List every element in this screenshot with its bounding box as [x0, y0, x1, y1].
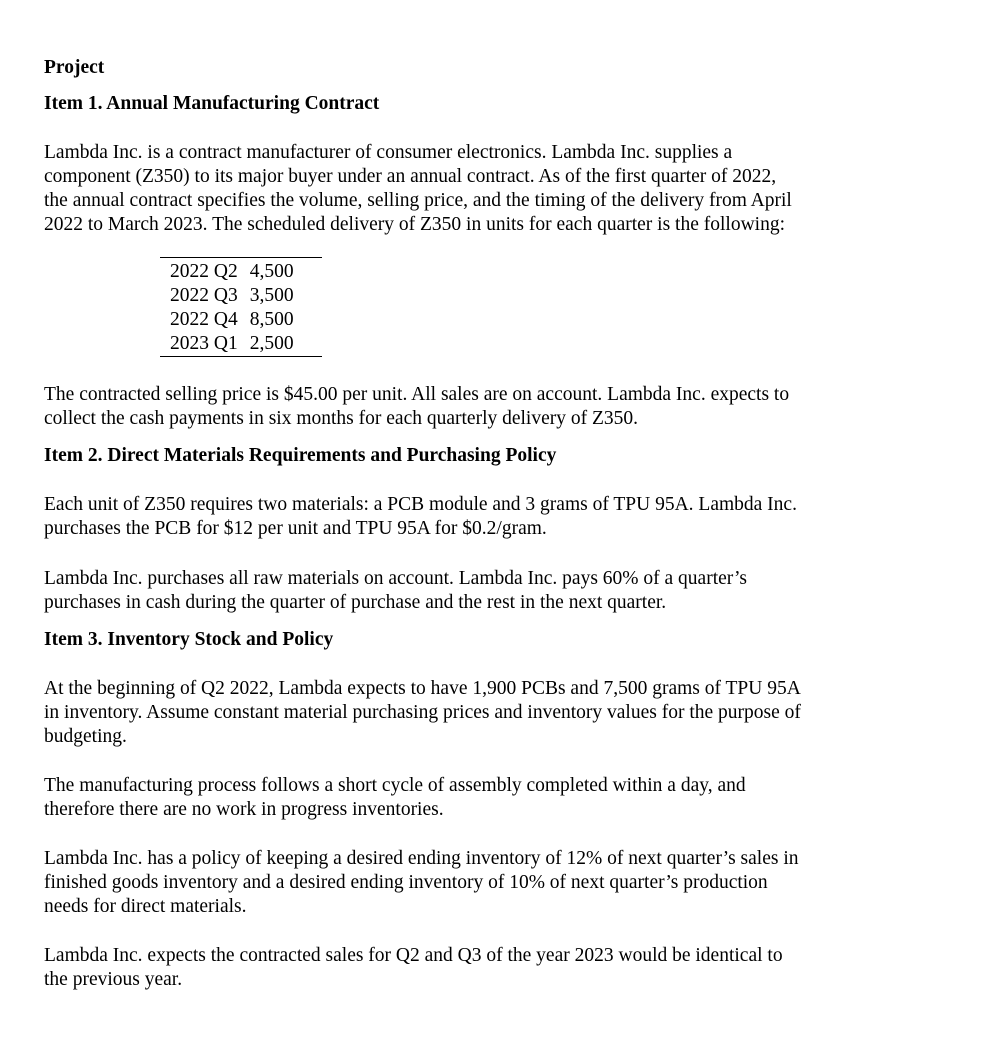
item-1-paragraph-1: [44, 141, 944, 237]
text-line: Lambda Inc. has a policy of keeping a desired ending inventory of 12% of next quarter’s sales in: [44, 848, 799, 869]
table-row: [160, 284, 322, 308]
quarter-cell: 2022 Q3: [170, 285, 238, 306]
text-line: The manufacturing process follows a short cycle of assembly completed within a day, and: [44, 775, 746, 796]
text-line: collect the cash payments in six months for each quarterly delivery of Z350.: [44, 408, 639, 429]
units-cell: 2,500: [249, 333, 294, 354]
item-3-paragraph-2: [44, 774, 944, 822]
text-line: The contracted selling price is $45.00 per unit. All sales are on account. Lambda Inc. expects to: [44, 384, 790, 405]
text-line: component (Z350) to its major buyer under an annual contract. As of the first quarter of 2022,: [44, 166, 777, 187]
text-line: therefore there are no work in progress inventories.: [44, 799, 444, 820]
text-line: the previous year.: [44, 969, 183, 990]
item-2-paragraph-2: [44, 567, 944, 615]
delivery-schedule-table: [160, 257, 322, 357]
item-1-paragraph-2: [44, 383, 944, 431]
item-1-title: Item 1. Annual Manufacturing Contract: [44, 93, 380, 114]
quarter-cell: 2022 Q2: [170, 261, 238, 282]
text-line: At the beginning of Q2 2022, Lambda expects to have 1,900 PCBs and 7,500 grams of TPU 95A: [44, 678, 801, 699]
text-line: 2022 to March 2023. The scheduled delivery of Z350 in units for each quarter is the following:: [44, 214, 785, 235]
text-line: Lambda Inc. is a contract manufacturer of consumer electronics. Lambda Inc. supplies a: [44, 142, 733, 163]
quarter-cell: 2023 Q1: [170, 333, 238, 354]
text-line: Lambda Inc. expects the contracted sales for Q2 and Q3 of the year 2023 would be identical to: [44, 945, 783, 966]
units-cell: 3,500: [249, 285, 294, 306]
item-3-paragraph-4: [44, 944, 944, 992]
text-line: in inventory. Assume constant material purchasing prices and inventory values for the purpose of: [44, 702, 801, 723]
table-row: [160, 258, 322, 285]
item-3-paragraph-1: [44, 677, 944, 749]
units-cell: 4,500: [249, 261, 294, 282]
text-line: purchases the PCB for $12 per unit and TPU 95A for $0.2/gram.: [44, 518, 547, 539]
text-line: Each unit of Z350 requires two materials: a PCB module and 3 grams of TPU 95A. Lambda Inc.: [44, 494, 797, 515]
table-row: [160, 332, 322, 357]
text-line: budgeting.: [44, 726, 127, 747]
item-2-paragraph-1: [44, 493, 944, 541]
text-line: purchases in cash during the quarter of purchase and the rest in the next quarter.: [44, 592, 667, 613]
table-row: [160, 308, 322, 332]
quarter-cell: 2022 Q4: [170, 309, 238, 330]
item-2-title: Item 2. Direct Materials Requirements and Purchasing Policy: [44, 445, 557, 466]
text-line: Lambda Inc. purchases all raw materials on account. Lambda Inc. pays 60% of a quarter’s: [44, 568, 747, 589]
item-3-paragraph-3: [44, 847, 944, 919]
units-cell: 8,500: [249, 309, 294, 330]
text-line: finished goods inventory and a desired ending inventory of 10% of next quarter’s production: [44, 872, 768, 893]
text-line: needs for direct materials.: [44, 896, 247, 917]
text-line: the annual contract specifies the volume, selling price, and the timing of the delivery from April: [44, 190, 792, 211]
document-page: [44, 56, 944, 992]
item-3-title: Item 3. Inventory Stock and Policy: [44, 629, 334, 650]
document-heading: Project: [44, 57, 105, 78]
